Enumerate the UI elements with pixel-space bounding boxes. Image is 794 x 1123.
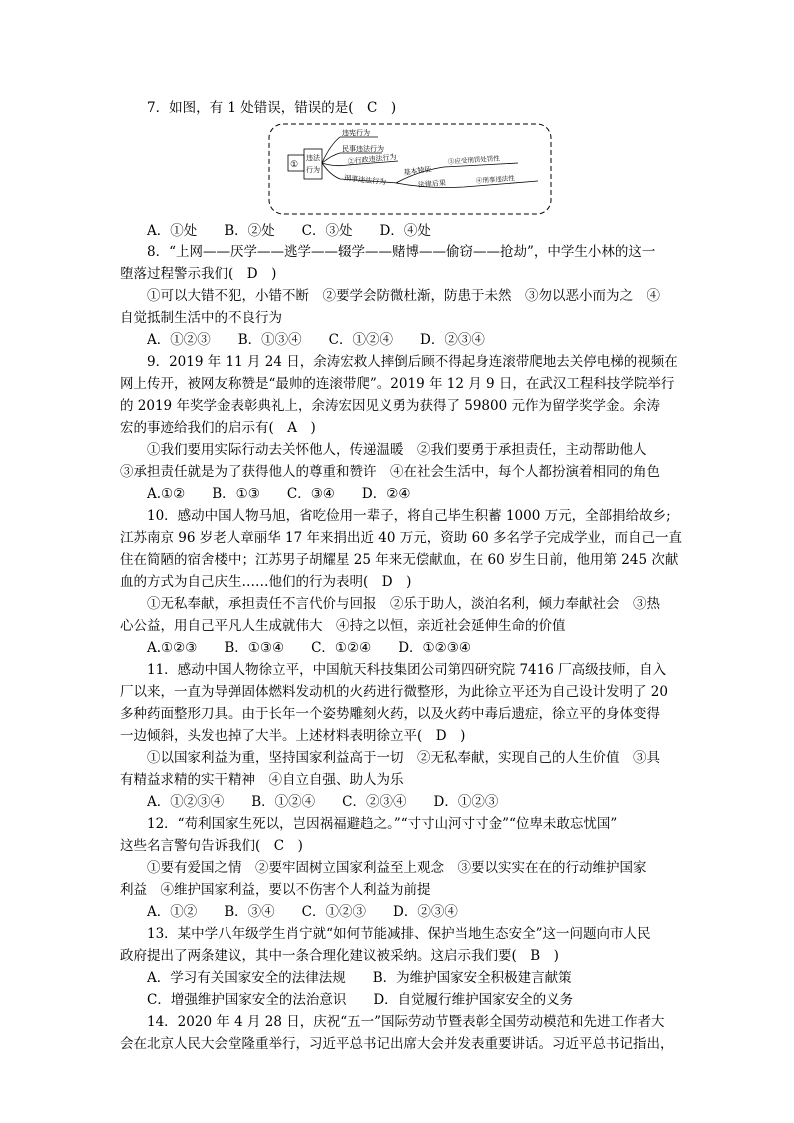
diagram-root-label-2: 行为 (306, 166, 320, 174)
q10-line-4: 血的方式为自己庆生……他们的行为表明( D ) (120, 574, 412, 590)
q7-options: A．①处 B．②处 C．③处 D．④处 (147, 223, 431, 239)
q11-line-6: 有精益求精的实干精神 ④自立自强、助人为乐 (120, 772, 404, 788)
q7-diagram (268, 123, 552, 215)
q10-line-5: ①无私奉献，承担责任不言代价与回报 ②乐于助人，淡泊名利，倾力奉献社会 ③热 (147, 596, 660, 612)
q9-line-3: 的 2019 年奖学金表彰典礼上，余涛宏因见义勇为获得了 59800 元作为留学奖学金。余涛 (120, 398, 660, 414)
q10-line-6: 心公益，用自己平凡人生成就伟大 ④持之以恒，亲近社会延伸生命的价值 (120, 618, 566, 634)
q14-line-1: 14．2020 年 4 月 28 日，庆祝“五一”国际劳动节暨表彰全国劳动模范和先进工作者大 (147, 1014, 665, 1030)
diagram-root-prefix: ① (290, 160, 299, 170)
diagram-root-label-1: 违法 (306, 154, 320, 162)
q11-line-4: 一边倾斜，头发也掉了大半。上述材料表明徐立平( D ) (120, 728, 466, 744)
q9-options: A.①② B．①③ C．③④ D．②④ (147, 486, 411, 502)
q13-options-2: C．增强维护国家安全的法治意识 D．自觉履行维护国家安全的义务 (147, 992, 574, 1008)
q8-line-4: 自觉抵制生活中的不良行为 (120, 310, 282, 326)
q9-line-1: 9．2019 年 11 月 24 日，余涛宏救人摔倒后顾不得起身连滚带爬地去关停电梯的视频在 (147, 354, 678, 370)
q12-line-2: 这些名言警句告诉我们( C ) (120, 838, 303, 854)
q8-line-3: ①可以大错不犯，小错不断 ②要学会防微杜渐，防患于未然 ③勿以恶小而为之 ④ (147, 288, 660, 304)
branch-2-label: 民事违法行为 (342, 145, 384, 153)
q10-line-3: 住在简陋的宿舍楼中；江苏男子胡耀星 25 年来无偿献血，在 60 岁生日前，他用第 245 次献 (120, 552, 679, 568)
branch-top-label: 违宪行为 (342, 129, 370, 137)
sub-1-label: 基本特征 (403, 165, 433, 177)
q12-options: A．①② B．③④ C．①②③ D．②③④ (147, 904, 458, 920)
q14-line-2: 会在北京人民大会堂隆重举行，习近平总书记出席大会并发表重要讲话。习近平总书记指出， (120, 1036, 674, 1052)
sub-2-tail-label: ④刑事违法性 (475, 174, 516, 185)
q9-line-5: ①我们要用实际行动去关怀他人，传递温暖 ②我们要勇于承担责任，主动帮助他人 (147, 442, 647, 458)
q12-line-1: 12．“苟利国家生死以，岂因祸福避趋之。”“寸寸山河寸寸金”“位卑未敢忘忧国” (147, 816, 618, 832)
q13-line-1: 13．某中学八年级学生肖宁就“如何节能减排、保护当地生态安全”这一问题向市人民 (147, 926, 651, 942)
q11-line-5: ①以国家利益为重，坚持国家利益高于一切 ②无私奉献，实现自己的人生价值 ③具 (147, 750, 660, 766)
q10-options: A.①②③ B．①③④ C．①②④ D．①②③④ (147, 640, 471, 656)
q10-line-2: 江苏南京 96 岁老人章丽华 17 年来捐出近 40 万元，资助 60 多名学子完成学业，而自己一直 (120, 530, 683, 546)
q13-options-1: A．学习有关国家安全的法律法规 B．为维护国家安全积极建言献策 (147, 970, 572, 986)
q10-line-1: 10．感动中国人物马旭，省吃俭用一辈子，将自己毕生积蓄 1000 万元，全部捐给故乡; (147, 508, 671, 524)
q8-line-1: 8．“上网——厌学——逃学——辍学——赌博——偷窃——抢劫”，中学生小林的这一 (147, 244, 656, 260)
q12-line-3: ①要有爱国之情 ②要牢固树立国家利益至上观念 ③要以实实在在的行动维护国家 (147, 860, 647, 876)
q9-line-4: 宏的事迹给我们的启示有( A ) (120, 420, 316, 436)
q11-line-3: 多种药面整形刀具。由于长年一个姿势雕刻火药，以及火药中毒后遗症，徐立平的身体变得 (120, 706, 660, 722)
q12-line-4: 利益 ④维护国家利益，要以不伤害个人利益为前提 (120, 882, 431, 898)
branch-4-label: 刑事违法行为 (343, 174, 387, 187)
sub-1-tail-label: ③应受刑罚处罚性 (447, 154, 501, 166)
q11-line-1: 11．感动中国人物徐立平，中国航天科技集团公司第四研究院 7416 厂高级技师，自入 (147, 662, 667, 678)
q9-line-6: ③承担责任就是为了获得他人的尊重和赞许 ④在社会生活中，每个人都扮演着相同的角色 (120, 464, 660, 480)
q7-stem: 7．如图，有 1 处错误，错误的是( C ) (147, 100, 397, 116)
sub-2-label: 法律后果 (417, 179, 447, 189)
q8-line-2: 堕落过程警示我们( D ) (120, 266, 277, 282)
q8-options: A．①②③ B．①③④ C．①②④ D．②③④ (147, 332, 485, 348)
q11-line-2: 厂以来，一直为导弹固体燃料发动机的火药进行微整形，为此徐立平还为自己设计发明了 20 (120, 684, 668, 700)
branch-3-label: ②行政违法行为 (347, 152, 397, 166)
q11-options: A．①②③④ B．①②④ C．②③④ D．①②③ (147, 794, 499, 810)
q9-line-2: 网上传开，被网友称赞是“最帅的连滚带爬”。2019 年 12 月 9 日，在武汉工程科技学院举行 (120, 376, 675, 392)
q13-line-2: 政府提出了两条建议，其中一条合理化建议被采纳。这启示我们要( B ) (120, 948, 559, 964)
